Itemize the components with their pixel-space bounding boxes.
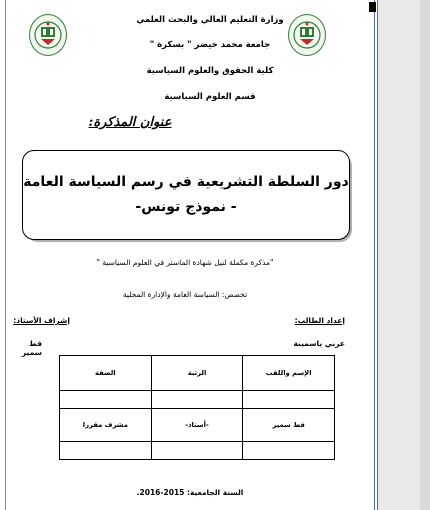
table-header-name: الإسم واللقب [243,356,335,391]
table-header-row [60,356,335,391]
university-name: جامعة محمد خيضر " بسكرة " [149,40,271,50]
thesis-title-line2: - نموذج تونس- [135,199,237,215]
thesis-title-line1: دور السلطة التشريعية في رسم السياسة العامة [23,174,349,190]
thesis-title-box [22,150,350,240]
table-cell-rank: -أستاذ- [151,409,243,442]
window-background-edge [420,0,430,510]
table-row [60,409,335,442]
table-row [60,441,335,459]
page-border-right [374,0,375,510]
specialization: تخصص: السياسة العامة والإدارة المحلية [122,290,248,299]
student-name: عربي ياسمينة [293,339,345,348]
page-border-left [5,0,6,510]
committee-table [59,355,335,460]
memo-title-label: عنوان المذكرة: [88,115,172,130]
table-header-rank: الرتبة [151,356,243,391]
table-cell-name: قط سمير [243,409,335,442]
table-header-role: الصفة [60,356,152,391]
text-cursor-marker [369,2,376,12]
thesis-note: "مذكرة مكملة لنيل شهادة الماستر في العلوم السياسية " [96,258,274,267]
faculty-name: كلية الحقوق والعلوم السياسية [146,66,274,76]
table-cell-role: مشرف مقررا [60,409,152,442]
page-border-right-outer [377,0,378,510]
academic-year: السنة الجامعية: 2015-2016. [136,488,244,497]
department-name: قسم العلوم السياسية [164,92,256,102]
student-label: إعداد الطالب: [294,316,345,325]
table-row [60,391,335,409]
supervisor-name: قط سمير [21,339,42,357]
university-emblem-icon [33,18,63,52]
university-logo-left [29,14,67,56]
supervisor-label: إشراف الأستاذ: [13,316,70,325]
ministry-name: وزارة التعليم العالي والبحث العلمي [136,15,284,25]
